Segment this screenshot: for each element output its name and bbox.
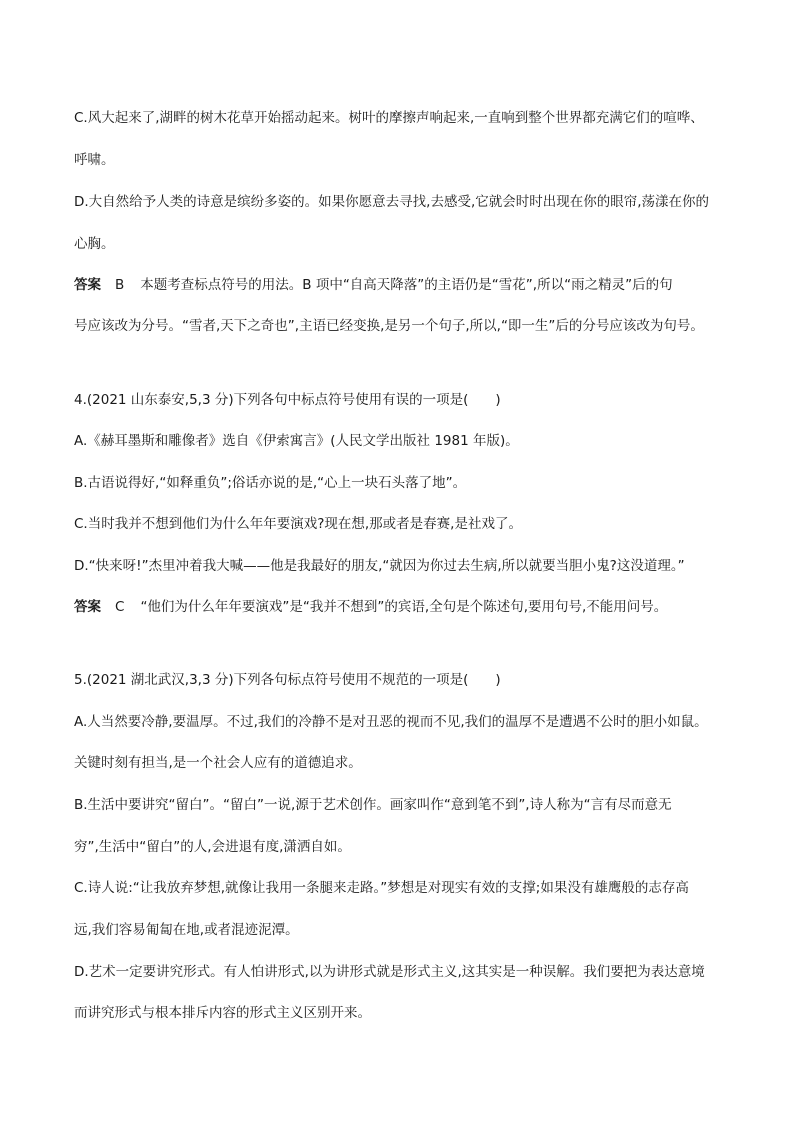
q3-option-d-line-1: D.大自然给予人类的诗意是缤纷多姿的。如果你愿意去寻找,去感受,它就会时时出现在你的眼帘,荡漾在你的: [74, 194, 710, 210]
q3-option-c-line-1: C.风大起来了,湖畔的树木花草开始摇动起来。树叶的摩擦声响起来,一直响到整个世界都充满它们的喧哗、: [74, 110, 704, 126]
q4-option-b: B.古语说得好,“如释重负”;俗话亦说的是,“心上一块石头落了地”。: [74, 475, 467, 491]
q3-answer-line-1: [74, 276, 734, 294]
q4-answer-text: “他们为什么年年要演戏”是“我并不想到”的宾语,全句是个陈述句,要用句号,不能用问号。: [140, 599, 668, 615]
q4-option-a: A.《赫耳墨斯和雕像者》选自《伊索寓言》(人民文学出版社 1981 年版)。: [74, 433, 519, 449]
q4-option-c: C.当时我并不想到他们为什么年年要演戏?现在想,那或者是春赛,是社戏了。: [74, 516, 522, 532]
q5-option-b-line-2: 穷”,生活中“留白”的人,会进退有度,潇洒自如。: [74, 839, 351, 855]
q4-stem: 4.(2021 山东泰安,5,3 分)下列各句中标点符号使用有误的一项是( ): [74, 392, 501, 408]
q3-answer-text: 本题考查标点符号的用法。B 项中“自高天降落”的主语仍是“雪花”,所以“雨之精灵”后的句: [140, 277, 673, 293]
q5-option-c-line-1: C.诗人说:“让我放弃梦想,就像让我用一条腿来走路。”梦想是对现实有效的支撑;如果没有雄鹰般的志存高: [74, 880, 689, 896]
answer-label: 答案: [74, 599, 101, 615]
q4-option-d: D.“快来呀!”杰里冲着我大喊——他是我最好的朋友,“就因为你过去生病,所以就要当胆小鬼?这没道理。”: [74, 558, 685, 574]
q3-option-d-line-2: 心胸。: [74, 236, 115, 252]
answer-letter: B: [115, 277, 125, 293]
q5-option-a-line-1: A.人当然要冷静,要温厚。不过,我们的冷静不是对丑恶的视而不见,我们的温厚不是遭遇不公时的胆小如鼠。: [74, 714, 708, 730]
q5-option-b-line-1: B.生活中要讲究“留白”。“留白”一说,源于艺术创作。画家叫作“意到笔不到”,诗人称为“言有尽而意无: [74, 797, 672, 813]
answer-letter: C: [115, 599, 125, 615]
q5-option-a-line-2: 关键时刻有担当,是一个社会人应有的道德追求。: [74, 755, 362, 771]
answer-label: 答案: [74, 277, 101, 293]
q3-option-c-line-2: 呼啸。: [74, 152, 115, 168]
q5-option-d-line-2: 而讲究形式与根本排斥内容的形式主义区别开来。: [74, 1005, 371, 1021]
q5-option-c-line-2: 远,我们容易匍匐在地,或者混迹泥潭。: [74, 922, 299, 938]
q4-answer-line-1: [74, 598, 734, 616]
q3-answer-line-2: 号应该改为分号。“雪者,天下之奇也”,主语已经变换,是另一个句子,所以,“即一生”后的分号应该改为句号。: [74, 318, 704, 334]
q5-option-d-line-1: D.艺术一定要讲究形式。有人怕讲形式,以为讲形式就是形式主义,这其实是一种误解。我们要把为表达意境: [74, 964, 705, 980]
q5-stem: 5.(2021 湖北武汉,3,3 分)下列各句标点符号使用不规范的一项是( ): [74, 672, 501, 688]
